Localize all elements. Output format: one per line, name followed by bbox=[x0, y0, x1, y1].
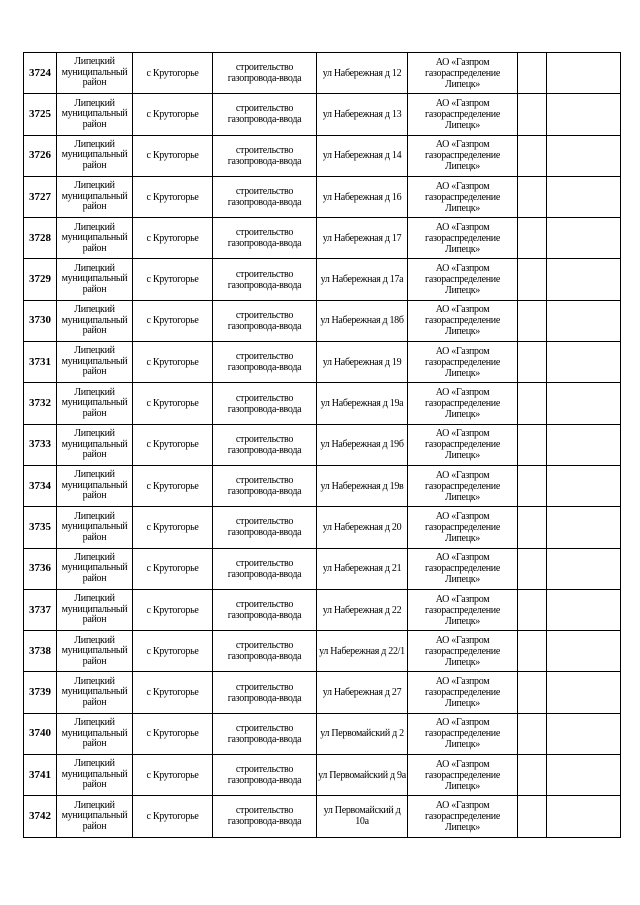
work-type-cell: строительство газопровода-ввода bbox=[213, 465, 317, 506]
settlement-cell: с Крутогорье bbox=[133, 94, 213, 135]
empty-cell bbox=[547, 53, 621, 94]
empty-cell bbox=[547, 383, 621, 424]
operator-cell: АО «Газпром газораспределение Липецк» bbox=[408, 796, 518, 837]
operator-cell: АО «Газпром газораспределение Липецк» bbox=[408, 755, 518, 796]
empty-cell bbox=[518, 672, 547, 713]
address-cell: ул Набережная д 12 bbox=[317, 53, 408, 94]
row-number: 3729 bbox=[24, 259, 57, 300]
district-cell: Липецкий муниципальный район bbox=[57, 218, 133, 259]
address-cell: ул Набережная д 22/1 bbox=[317, 631, 408, 672]
work-type-cell: строительство газопровода-ввода bbox=[213, 713, 317, 754]
empty-cell bbox=[547, 342, 621, 383]
row-number: 3741 bbox=[24, 755, 57, 796]
settlement-cell: с Крутогорье bbox=[133, 589, 213, 630]
table-row bbox=[24, 465, 621, 506]
address-cell: ул Набережная д 19 bbox=[317, 342, 408, 383]
address-cell: ул Набережная д 18б bbox=[317, 300, 408, 341]
operator-cell: АО «Газпром газораспределение Липецк» bbox=[408, 672, 518, 713]
settlement-cell: с Крутогорье bbox=[133, 53, 213, 94]
operator-cell: АО «Газпром газораспределение Липецк» bbox=[408, 342, 518, 383]
row-number: 3732 bbox=[24, 383, 57, 424]
district-cell: Липецкий муниципальный район bbox=[57, 300, 133, 341]
empty-cell bbox=[547, 589, 621, 630]
table-row bbox=[24, 383, 621, 424]
empty-cell bbox=[518, 796, 547, 837]
row-number: 3737 bbox=[24, 589, 57, 630]
empty-cell bbox=[518, 259, 547, 300]
address-cell: ул Набережная д 27 bbox=[317, 672, 408, 713]
address-cell: ул Первомайский д 2 bbox=[317, 713, 408, 754]
district-cell: Липецкий муниципальный район bbox=[57, 796, 133, 837]
district-cell: Липецкий муниципальный район bbox=[57, 53, 133, 94]
district-cell: Липецкий муниципальный район bbox=[57, 548, 133, 589]
table-row bbox=[24, 755, 621, 796]
settlement-cell: с Крутогорье bbox=[133, 176, 213, 217]
empty-cell bbox=[518, 94, 547, 135]
empty-cell bbox=[547, 713, 621, 754]
work-type-cell: строительство газопровода-ввода bbox=[213, 631, 317, 672]
work-type-cell: строительство газопровода-ввода bbox=[213, 300, 317, 341]
operator-cell: АО «Газпром газораспределение Липецк» bbox=[408, 218, 518, 259]
empty-cell bbox=[547, 259, 621, 300]
empty-cell bbox=[518, 424, 547, 465]
table-row bbox=[24, 796, 621, 837]
district-cell: Липецкий муниципальный район bbox=[57, 135, 133, 176]
table-row bbox=[24, 176, 621, 217]
row-number: 3726 bbox=[24, 135, 57, 176]
settlement-cell: с Крутогорье bbox=[133, 713, 213, 754]
district-cell: Липецкий муниципальный район bbox=[57, 589, 133, 630]
work-type-cell: строительство газопровода-ввода bbox=[213, 218, 317, 259]
row-number: 3734 bbox=[24, 465, 57, 506]
table-row bbox=[24, 259, 621, 300]
district-cell: Липецкий муниципальный район bbox=[57, 383, 133, 424]
work-type-cell: строительство газопровода-ввода bbox=[213, 548, 317, 589]
operator-cell: АО «Газпром газораспределение Липецк» bbox=[408, 300, 518, 341]
district-cell: Липецкий муниципальный район bbox=[57, 259, 133, 300]
address-cell: ул Набережная д 17 bbox=[317, 218, 408, 259]
district-cell: Липецкий муниципальный район bbox=[57, 342, 133, 383]
settlement-cell: с Крутогорье bbox=[133, 259, 213, 300]
address-cell: ул Набережная д 19в bbox=[317, 465, 408, 506]
table-row bbox=[24, 424, 621, 465]
empty-cell bbox=[547, 300, 621, 341]
district-cell: Липецкий муниципальный район bbox=[57, 94, 133, 135]
empty-cell bbox=[518, 176, 547, 217]
row-number: 3730 bbox=[24, 300, 57, 341]
operator-cell: АО «Газпром газораспределение Липецк» bbox=[408, 507, 518, 548]
address-cell: ул Набережная д 19а bbox=[317, 383, 408, 424]
empty-cell bbox=[518, 548, 547, 589]
settlement-cell: с Крутогорье bbox=[133, 796, 213, 837]
settlement-cell: с Крутогорье bbox=[133, 548, 213, 589]
operator-cell: АО «Газпром газораспределение Липецк» bbox=[408, 465, 518, 506]
empty-cell bbox=[518, 218, 547, 259]
address-cell: ул Набережная д 21 bbox=[317, 548, 408, 589]
address-cell: ул Набережная д 17а bbox=[317, 259, 408, 300]
settlement-cell: с Крутогорье bbox=[133, 507, 213, 548]
empty-cell bbox=[547, 507, 621, 548]
row-number: 3736 bbox=[24, 548, 57, 589]
table-row bbox=[24, 342, 621, 383]
row-number: 3728 bbox=[24, 218, 57, 259]
settlement-cell: с Крутогорье bbox=[133, 300, 213, 341]
work-type-cell: строительство газопровода-ввода bbox=[213, 176, 317, 217]
row-number: 3731 bbox=[24, 342, 57, 383]
empty-cell bbox=[518, 755, 547, 796]
empty-cell bbox=[518, 300, 547, 341]
address-cell: ул Набережная д 20 bbox=[317, 507, 408, 548]
table-row bbox=[24, 135, 621, 176]
operator-cell: АО «Газпром газораспределение Липецк» bbox=[408, 259, 518, 300]
work-type-cell: строительство газопровода-ввода bbox=[213, 342, 317, 383]
settlement-cell: с Крутогорье bbox=[133, 465, 213, 506]
operator-cell: АО «Газпром газораспределение Липецк» bbox=[408, 713, 518, 754]
work-type-cell: строительство газопровода-ввода bbox=[213, 383, 317, 424]
empty-cell bbox=[547, 796, 621, 837]
operator-cell: АО «Газпром газораспределение Липецк» bbox=[408, 94, 518, 135]
empty-cell bbox=[547, 672, 621, 713]
table-row bbox=[24, 53, 621, 94]
work-type-cell: строительство газопровода-ввода bbox=[213, 259, 317, 300]
address-cell: ул Первомайский д 9а bbox=[317, 755, 408, 796]
table-row bbox=[24, 713, 621, 754]
district-cell: Липецкий муниципальный район bbox=[57, 465, 133, 506]
address-cell: ул Набережная д 19б bbox=[317, 424, 408, 465]
row-number: 3725 bbox=[24, 94, 57, 135]
settlement-cell: с Крутогорье bbox=[133, 342, 213, 383]
work-type-cell: строительство газопровода-ввода bbox=[213, 507, 317, 548]
table-row bbox=[24, 94, 621, 135]
empty-cell bbox=[547, 176, 621, 217]
address-cell: ул Первомайский д 10а bbox=[317, 796, 408, 837]
settlement-cell: с Крутогорье bbox=[133, 424, 213, 465]
row-number: 3742 bbox=[24, 796, 57, 837]
operator-cell: АО «Газпром газораспределение Липецк» bbox=[408, 589, 518, 630]
operator-cell: АО «Газпром газораспределение Липецк» bbox=[408, 631, 518, 672]
district-cell: Липецкий муниципальный район bbox=[57, 672, 133, 713]
row-number: 3735 bbox=[24, 507, 57, 548]
district-cell: Липецкий муниципальный район bbox=[57, 176, 133, 217]
operator-cell: АО «Газпром газораспределение Липецк» bbox=[408, 424, 518, 465]
address-cell: ул Набережная д 13 bbox=[317, 94, 408, 135]
empty-cell bbox=[518, 383, 547, 424]
empty-cell bbox=[518, 507, 547, 548]
empty-cell bbox=[547, 424, 621, 465]
empty-cell bbox=[547, 94, 621, 135]
empty-cell bbox=[518, 631, 547, 672]
work-type-cell: строительство газопровода-ввода bbox=[213, 589, 317, 630]
empty-cell bbox=[518, 53, 547, 94]
row-number: 3727 bbox=[24, 176, 57, 217]
operator-cell: АО «Газпром газораспределение Липецк» bbox=[408, 176, 518, 217]
empty-cell bbox=[518, 713, 547, 754]
work-type-cell: строительство газопровода-ввода bbox=[213, 672, 317, 713]
table-row bbox=[24, 589, 621, 630]
work-type-cell: строительство газопровода-ввода bbox=[213, 755, 317, 796]
empty-cell bbox=[547, 135, 621, 176]
table-row bbox=[24, 631, 621, 672]
empty-cell bbox=[518, 465, 547, 506]
gas-connection-registry-table bbox=[23, 52, 621, 838]
table-row bbox=[24, 218, 621, 259]
district-cell: Липецкий муниципальный район bbox=[57, 507, 133, 548]
empty-cell bbox=[547, 218, 621, 259]
row-number: 3738 bbox=[24, 631, 57, 672]
work-type-cell: строительство газопровода-ввода bbox=[213, 94, 317, 135]
empty-cell bbox=[518, 135, 547, 176]
work-type-cell: строительство газопровода-ввода bbox=[213, 796, 317, 837]
empty-cell bbox=[547, 548, 621, 589]
empty-cell bbox=[518, 589, 547, 630]
district-cell: Липецкий муниципальный район bbox=[57, 755, 133, 796]
empty-cell bbox=[547, 755, 621, 796]
row-number: 3724 bbox=[24, 53, 57, 94]
district-cell: Липецкий муниципальный район bbox=[57, 424, 133, 465]
district-cell: Липецкий муниципальный район bbox=[57, 713, 133, 754]
row-number: 3739 bbox=[24, 672, 57, 713]
settlement-cell: с Крутогорье bbox=[133, 672, 213, 713]
operator-cell: АО «Газпром газораспределение Липецк» bbox=[408, 53, 518, 94]
settlement-cell: с Крутогорье bbox=[133, 218, 213, 259]
empty-cell bbox=[547, 631, 621, 672]
table-row bbox=[24, 507, 621, 548]
district-cell: Липецкий муниципальный район bbox=[57, 631, 133, 672]
work-type-cell: строительство газопровода-ввода bbox=[213, 424, 317, 465]
settlement-cell: с Крутогорье bbox=[133, 383, 213, 424]
work-type-cell: строительство газопровода-ввода bbox=[213, 135, 317, 176]
settlement-cell: с Крутогорье bbox=[133, 755, 213, 796]
address-cell: ул Набережная д 22 bbox=[317, 589, 408, 630]
row-number: 3733 bbox=[24, 424, 57, 465]
table-row bbox=[24, 672, 621, 713]
operator-cell: АО «Газпром газораспределение Липецк» bbox=[408, 548, 518, 589]
settlement-cell: с Крутогорье bbox=[133, 135, 213, 176]
settlement-cell: с Крутогорье bbox=[133, 631, 213, 672]
work-type-cell: строительство газопровода-ввода bbox=[213, 53, 317, 94]
operator-cell: АО «Газпром газораспределение Липецк» bbox=[408, 383, 518, 424]
row-number: 3740 bbox=[24, 713, 57, 754]
empty-cell bbox=[518, 342, 547, 383]
address-cell: ул Набережная д 14 bbox=[317, 135, 408, 176]
table-row bbox=[24, 300, 621, 341]
operator-cell: АО «Газпром газораспределение Липецк» bbox=[408, 135, 518, 176]
registry-body bbox=[24, 53, 621, 838]
empty-cell bbox=[547, 465, 621, 506]
table-row bbox=[24, 548, 621, 589]
address-cell: ул Набережная д 16 bbox=[317, 176, 408, 217]
